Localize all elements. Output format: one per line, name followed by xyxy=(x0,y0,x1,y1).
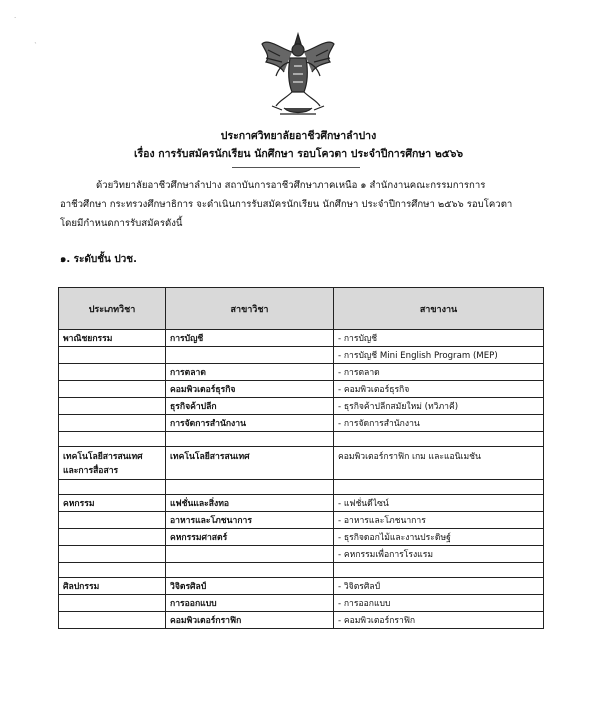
cell-field xyxy=(334,563,544,578)
programs-table xyxy=(58,287,544,629)
cell-major: คอมพิวเตอร์กราฟิก xyxy=(166,612,334,629)
cell-type: คหกรรม xyxy=(59,495,166,512)
cell-field: คอมพิวเตอร์กราฟิก เกม และแอนิเมชัน xyxy=(334,447,544,480)
cell-field: - วิจิตรศิลป์ xyxy=(334,578,544,595)
table-row xyxy=(59,495,544,512)
cell-type xyxy=(59,612,166,629)
cell-major: เทคโนโลยีสารสนเทศ xyxy=(166,447,334,480)
garuda-emblem-icon xyxy=(258,30,338,118)
cell-type xyxy=(59,381,166,398)
cell-major xyxy=(166,563,334,578)
title-divider xyxy=(232,167,360,168)
intro-line-1: ด้วยวิทยาลัยอาชีวศึกษาลำปาง สถาบันการอาชีวศึกษาภาคเหนือ ๑ สำนักงานคณะกรรมการการ xyxy=(96,180,486,191)
cell-major: อาหารและโภชนาการ xyxy=(166,512,334,529)
cell-type xyxy=(59,415,166,432)
cell-major: การออกแบบ xyxy=(166,595,334,612)
table-row xyxy=(59,381,544,398)
scan-mark: ` xyxy=(34,42,38,50)
table-row xyxy=(59,563,544,578)
cell-field xyxy=(334,432,544,447)
table-row xyxy=(59,612,544,629)
cell-field: - คอมพิวเตอร์ธุรกิจ xyxy=(334,381,544,398)
cell-major: การตลาด xyxy=(166,364,334,381)
intro-paragraph xyxy=(60,176,540,233)
cell-field: - แฟชั่นดีไซน์ xyxy=(334,495,544,512)
header-field: สาขางาน xyxy=(334,288,544,330)
cell-type xyxy=(59,546,166,563)
cell-major: การจัดการสำนักงาน xyxy=(166,415,334,432)
cell-field: - การออกแบบ xyxy=(334,595,544,612)
cell-type xyxy=(59,398,166,415)
cell-type xyxy=(59,529,166,546)
cell-major xyxy=(166,480,334,495)
cell-major: ธุรกิจค้าปลีก xyxy=(166,398,334,415)
cell-major: คหกรรมศาสตร์ xyxy=(166,529,334,546)
cell-field: - การบัญชี Mini English Program (MEP) xyxy=(334,347,544,364)
cell-major xyxy=(166,347,334,364)
cell-field: - ธุรกิจค้าปลีกสมัยใหม่ (ทวิภาคี) xyxy=(334,398,544,415)
cell-field: - คอมพิวเตอร์กราฟิก xyxy=(334,612,544,629)
cell-field: - อาหารและโภชนาการ xyxy=(334,512,544,529)
header-major: สาขาวิชา xyxy=(166,288,334,330)
header-type: ประเภทวิชา xyxy=(59,288,166,330)
cell-field xyxy=(334,480,544,495)
cell-major xyxy=(166,432,334,447)
intro-line-3: โดยมีกำหนดการรับสมัครดังนี้ xyxy=(60,218,183,229)
cell-type xyxy=(59,563,166,578)
table-row xyxy=(59,595,544,612)
table-body xyxy=(59,330,544,629)
cell-field: - ธุรกิจดอกไม้และงานประดิษฐ์ xyxy=(334,529,544,546)
table-row xyxy=(59,512,544,529)
table-row xyxy=(59,480,544,495)
table-row xyxy=(59,330,544,347)
cell-type: พาณิชยกรรม xyxy=(59,330,166,347)
table-row xyxy=(59,347,544,364)
table-row xyxy=(59,447,544,480)
cell-major: แฟชั่นและสิ่งทอ xyxy=(166,495,334,512)
cell-type xyxy=(59,432,166,447)
table-header-row xyxy=(59,288,544,330)
cell-field: - คหกรรมเพื่อการโรงแรม xyxy=(334,546,544,563)
table-row xyxy=(59,364,544,381)
cell-type: เทคโนโลยีสารสนเทศ และการสื่อสาร xyxy=(59,447,166,480)
cell-type xyxy=(59,480,166,495)
section-heading: ๑. ระดับชั้น ปวช. xyxy=(60,254,137,265)
table-row xyxy=(59,529,544,546)
cell-major xyxy=(166,546,334,563)
scan-mark: · xyxy=(14,14,17,22)
table-row xyxy=(59,578,544,595)
document-title: ประกาศวิทยาลัยอาชีวศึกษาลำปาง xyxy=(220,130,377,142)
document-subject: เรื่อง การรับสมัครนักเรียน นักศึกษา รอบโควตา ประจำปีการศึกษา ๒๕๖๖ xyxy=(133,148,464,160)
cell-type xyxy=(59,595,166,612)
cell-type: ศิลปกรรม xyxy=(59,578,166,595)
table-row xyxy=(59,415,544,432)
cell-type xyxy=(59,512,166,529)
cell-major: คอมพิวเตอร์ธุรกิจ xyxy=(166,381,334,398)
intro-line-2: อาชีวศึกษา กระทรวงศึกษาธิการ จะดำเนินการรับสมัครนักเรียน นักศึกษา ประจำปีการศึกษา ๒๕๖๖ รอบโควตา xyxy=(60,199,513,210)
cell-major: การบัญชี xyxy=(166,330,334,347)
cell-field: - การจัดการสำนักงาน xyxy=(334,415,544,432)
table-row xyxy=(59,432,544,447)
cell-major: วิจิตรศิลป์ xyxy=(166,578,334,595)
table-row xyxy=(59,398,544,415)
table-row xyxy=(59,546,544,563)
cell-field: - การบัญชี xyxy=(334,330,544,347)
cell-type xyxy=(59,347,166,364)
cell-type xyxy=(59,364,166,381)
cell-field: - การตลาด xyxy=(334,364,544,381)
